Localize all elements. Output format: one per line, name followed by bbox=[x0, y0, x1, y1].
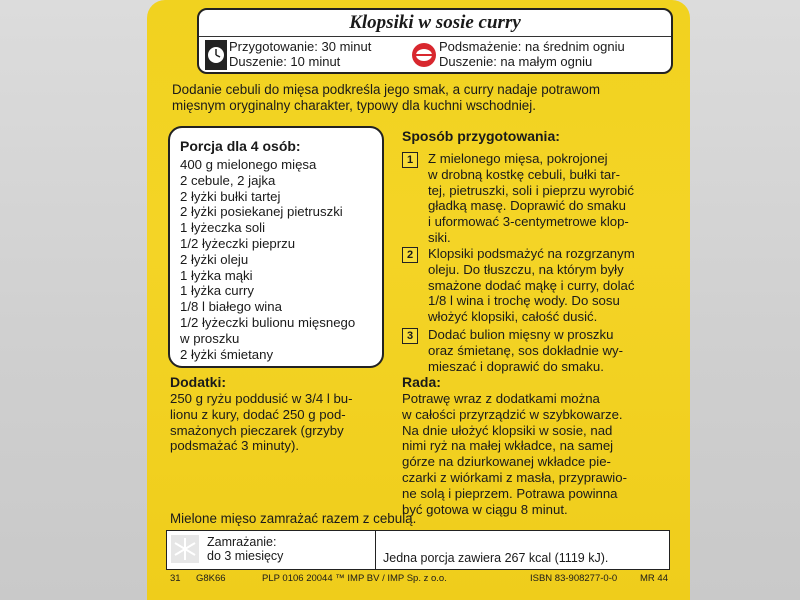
ingredient-item: 1/2 łyżeczki pieprzu bbox=[180, 235, 296, 251]
rada-line: górze na dziurkowanej wkładce pie- bbox=[402, 454, 611, 470]
intro-text bbox=[172, 82, 672, 114]
step-number: 2 bbox=[402, 247, 418, 263]
freeze-note: Mielone mięso zamrażać razem z cebulą. bbox=[170, 511, 417, 526]
dodatki-line: 250 g ryżu poddusić w 3/4 l bu- bbox=[170, 391, 353, 406]
rada-line: być gotowa w ciągu 8 minut. bbox=[402, 501, 568, 517]
prep-time: Przygotowanie: 30 minut bbox=[229, 39, 372, 54]
portion-calories: Jedna porcja zawiera 267 kcal (1119 kJ). bbox=[383, 551, 609, 565]
rada-title: Rada: bbox=[402, 374, 441, 390]
stew-heat: Duszenie: na małym ogniu bbox=[439, 54, 593, 69]
dodatki-line: podsmażać 3 minuty). bbox=[170, 438, 299, 454]
step-line: w drobną kostkę cebuli, bułki tar- bbox=[428, 166, 621, 182]
ingredient-item: 2 łyżki bułki tartej bbox=[180, 188, 281, 204]
ingredient-item: 1 łyżka curry bbox=[180, 283, 255, 299]
rada-line: Na dnie ułożyć klopsiki w sosie, nad bbox=[402, 422, 613, 438]
footer-mr: MR 44 bbox=[640, 573, 668, 584]
step-line: Z mielonego mięsa, pokrojonej bbox=[428, 151, 608, 166]
rada-line: w całości przyrządzić w szybkowarze. bbox=[402, 406, 623, 422]
rada-line: ne solą i pieprzem. Potrawa powinna bbox=[402, 485, 618, 501]
ingredient-item: w proszku bbox=[180, 330, 240, 346]
method-title: Sposób przygotowania: bbox=[402, 128, 560, 144]
ingredient-item: 2 łyżki śmietany bbox=[180, 346, 274, 362]
step-line: tej, pietruszki, soli i pieprzu wyrobić bbox=[428, 182, 634, 198]
intro-line: Dodanie cebuli do mięsa podkreśla jego smak, a curry nadaje potrawom bbox=[172, 82, 600, 97]
freezing-info bbox=[207, 535, 283, 563]
footer-page: 31 bbox=[170, 573, 181, 584]
ingredient-item: 2 łyżki posiekanej pietruszki bbox=[180, 204, 343, 220]
ingredient-item: 1 łyżeczka soli bbox=[180, 220, 266, 236]
info-divider bbox=[375, 531, 376, 569]
fry-heat: Podsmażenie: na średnim ogniu bbox=[439, 39, 625, 54]
step-line: Klopsiki podsmażyć na rozgrzanym bbox=[428, 246, 635, 261]
ingredients-box bbox=[168, 126, 384, 368]
footer-code: G8K66 bbox=[196, 573, 226, 584]
step-line: Dodać bulion mięsny w proszku bbox=[428, 327, 614, 342]
dodatki-line: smażonych pieczarek (grzyby bbox=[170, 422, 344, 438]
step-number: 1 bbox=[402, 152, 418, 168]
step-line: smażone dodać mąkę i curry, dolać bbox=[428, 277, 635, 293]
stew-time: Duszenie: 10 minut bbox=[229, 54, 341, 69]
step-line: siki. bbox=[428, 229, 451, 245]
step-line: oraz śmietanę, sos dokładnie wy- bbox=[428, 342, 623, 358]
footer-isbn: ISBN 83-908277-0-0 bbox=[530, 573, 618, 584]
step-number: 3 bbox=[402, 328, 418, 344]
dodatki-line: lionu z kury, dodać 250 g pod- bbox=[170, 406, 346, 422]
clock-icon bbox=[205, 40, 227, 70]
ingredient-item: 2 łyżki oleju bbox=[180, 251, 249, 267]
step-text bbox=[428, 327, 678, 374]
step-line: oleju. Do tłuszczu, na którym były bbox=[428, 261, 624, 277]
ingredient-item: 1 łyżka mąki bbox=[180, 267, 253, 283]
intro-line: mięsnym oryginalny charakter, typowy dla kuchni wschodniej. bbox=[172, 98, 536, 113]
step-line: włożyć klopsiki, całość dusić. bbox=[428, 309, 598, 325]
ingredients-list bbox=[180, 157, 380, 362]
freezing-label: Zamrażanie: bbox=[207, 535, 277, 549]
rada-line: nimi ryż na małej wkładce, na samej bbox=[402, 438, 614, 454]
step-line: 1/8 l wina i trochę wody. Do sosu bbox=[428, 293, 620, 309]
step-line: mieszać i doprawić do smaku. bbox=[428, 358, 604, 374]
freezing-value: do 3 miesięcy bbox=[207, 549, 284, 563]
dodatki-title: Dodatki: bbox=[170, 374, 226, 390]
info-box bbox=[166, 530, 670, 570]
step-text bbox=[428, 246, 678, 325]
recipe-title: Klopsiki w sosie curry bbox=[349, 12, 521, 33]
ingredient-item: 1/2 łyżeczki bulionu mięsnego bbox=[180, 314, 356, 330]
snowflake-icon bbox=[171, 535, 199, 563]
step-line: i uformować 3-centymetrowe klop- bbox=[428, 214, 629, 230]
title-divider bbox=[199, 36, 671, 37]
step-text bbox=[428, 151, 678, 246]
title-box bbox=[197, 8, 673, 74]
ingredient-item: 1/8 l białego wina bbox=[180, 299, 282, 315]
step-line: gładką masę. Doprawić do smaku bbox=[428, 198, 626, 214]
rada-line: czarki z wiórkami z masła, przyprawio- bbox=[402, 469, 627, 485]
pan-icon bbox=[411, 40, 437, 70]
ingredients-title: Porcja dla 4 osób: bbox=[180, 138, 301, 154]
ingredient-item: 2 cebule, 2 jajka bbox=[180, 172, 276, 188]
dodatki-text bbox=[170, 391, 380, 454]
ingredient-item: 400 g mielonego mięsa bbox=[180, 157, 317, 172]
rada-line: Potrawę wraz z dodatkami można bbox=[402, 391, 600, 406]
footer-plp: PLP 0106 20044 ™ IMP BV / IMP Sp. z o.o. bbox=[262, 573, 447, 584]
rada-text bbox=[402, 391, 672, 517]
